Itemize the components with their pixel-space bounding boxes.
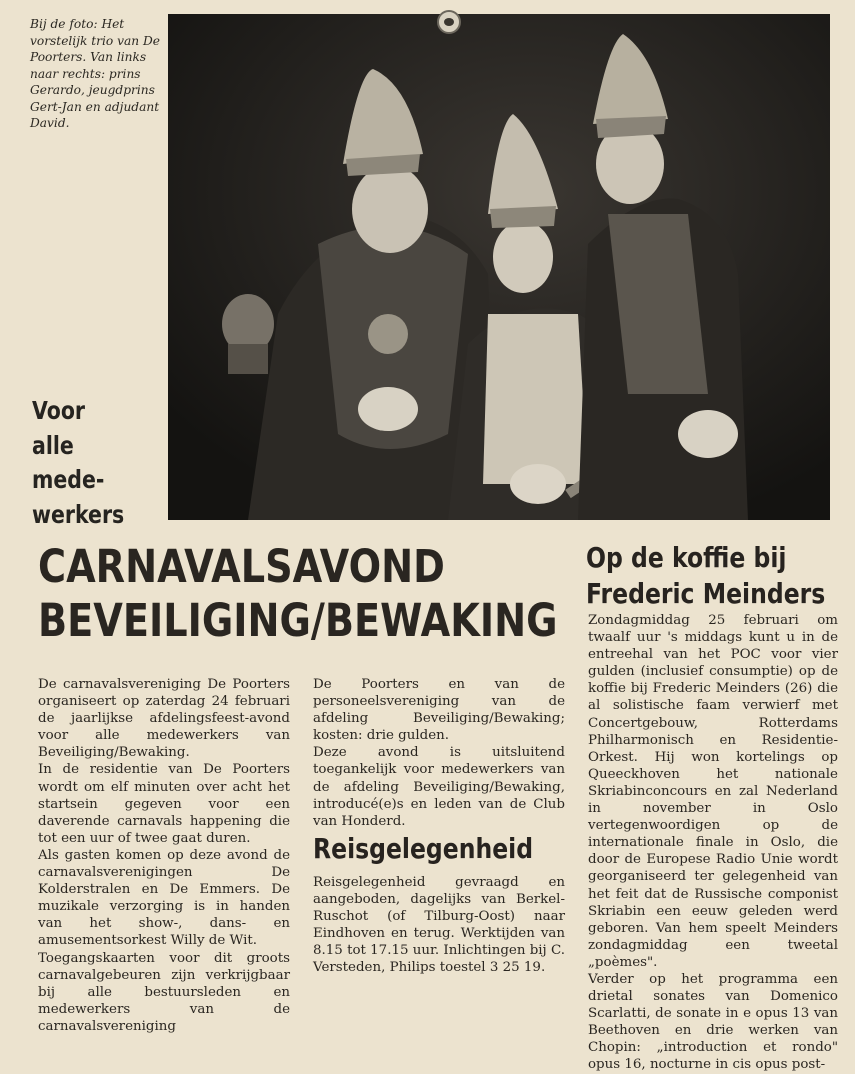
- article-headline: [38, 540, 558, 648]
- article-paragraph: De carnavalsvereniging De Poorters organiseert op zaterdag 24 februari de jaarlijkse afdelingsfeest-avond voor alle medewerkers van Beveiliging/Bewaking.: [38, 677, 290, 761]
- article-paragraph: De Poorters en van de personeelsvereniging van de afdeling Beveiliging/Bewaking; kosten: drie gulden.: [313, 677, 565, 744]
- article-column-2: [313, 676, 565, 830]
- kicker-line: alle: [32, 430, 74, 460]
- koffie-paragraph: Zondagmiddag 25 februari om twaalf uur 's middags kunt u in de entreehal van het POC voor vier gulden (inclusief consumptie) op de koffie bij Frederic Meinders (26) die al solistische faam verwierf met Concertgebouw, Rotterdams Philharmonisch en Residentie-Orkest. Hij won kortelings op Queeckhoven het nationale Skriabinconcours en zal Nederland in november in Oslo vertegenwoordigen op de internationale finale in Oslo, die door de Europese Radio Unie wordt georganiseerd ter gelegenheid van het feit dat de Russische componist Skriabin een eeuw geleden werd geboren. Van hem speelt Meinders zondagmiddag een tweetal „poèmes".: [588, 613, 838, 970]
- kicker-line: Voor: [32, 396, 86, 425]
- koffie-heading: [586, 540, 825, 612]
- koffie-column: [588, 612, 838, 1074]
- kicker-line: werkers: [32, 499, 125, 529]
- photo-caption: Bij de foto: Het vorstelijk trio van De Poorters. Van links naar rechts: prins Gerardo, jeugdprins Gert-Jan en adjudant David.: [30, 17, 160, 130]
- article-column-1: [38, 676, 290, 1035]
- pushpin-icon: [437, 10, 461, 34]
- article-paragraph: In de residentie van De Poorters wordt om elf minuten over acht het startsein gegeven voor een daverende carnavals happening die tot een uur of twee gaat duren.: [38, 762, 290, 846]
- kicker-line: mede-: [32, 465, 105, 494]
- reis-paragraph: Reisgelegenheid gevraagd en aangeboden, dagelijks van Berkel-Ruschot (of Tilburg-Oost) naar Eindhoven en terug. Werktijden van 8.15 tot 17.15 uur. Inlichtingen bij C. Versteden, Philips toestel 3 25 19.: [313, 875, 565, 976]
- koffie-heading-line: Frederic Meinders: [586, 577, 826, 610]
- headline-line: CARNAVALSAVOND: [38, 540, 445, 593]
- reis-heading: Reisgelegenheid: [313, 832, 534, 865]
- photo-illustration: [168, 14, 830, 520]
- koffie-heading-line: Op de koffie bij: [586, 541, 787, 574]
- article-paragraph: Als gasten komen op deze avond de carnavalsverenigingen De Kolderstralen en De Emmers. De muzikale verzorging is in handen van het show-, dans- en amusementsorkest Willy de Wit.: [38, 847, 290, 949]
- headline-line: BEVEILIGING/BEWAKING: [38, 594, 558, 647]
- photo-carnival-trio: [168, 14, 830, 520]
- kicker: [32, 394, 139, 532]
- reis-column: [313, 874, 565, 977]
- article-paragraph: Deze avond is uitsluitend toegankelijk voor medewerkers van de afdeling Beveiliging/Bewaking, introducé(e)s en leden van de Club van Honderd.: [313, 745, 565, 829]
- koffie-paragraph: Verder op het programma een drietal sonates van Domenico Scarlatti, de sonate in e opus 13 van Beethoven en drie werken van Chopin: „introduction et rondo" opus 16, nocturne in cis opus post-: [588, 971, 838, 1073]
- article-paragraph: Toegangskaarten voor dit groots carnavalgebeuren zijn verkrijgbaar bij alle bestuursleden en medewerkers van de carnavalsvereniging: [38, 950, 290, 1034]
